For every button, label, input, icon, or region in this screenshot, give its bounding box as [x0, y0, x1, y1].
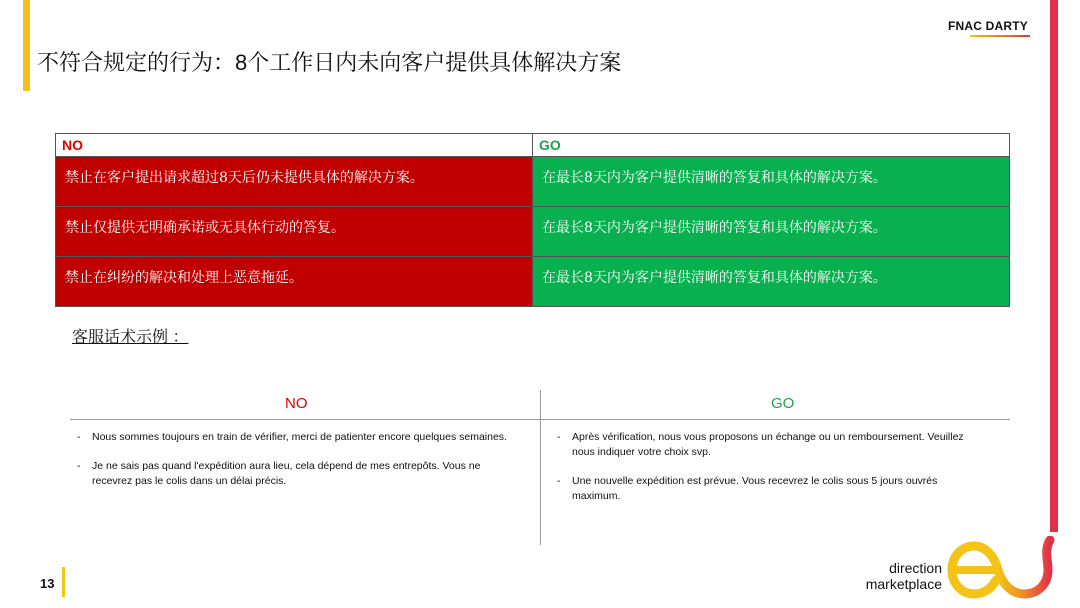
- rules-go-header: GO: [533, 134, 1010, 157]
- example-no-text: Nous sommes toujours en train de vérifier, merci de patienter encore quelques semaines.: [92, 431, 507, 443]
- page-number-accent: [62, 567, 65, 597]
- example-go-text: Après vérification, nous vous proposons un échange ou un remboursement. Veuillez nous indiquer votre choix svp.: [572, 431, 964, 458]
- logo-line-1: direction: [889, 560, 942, 576]
- examples-go-header: GO: [771, 395, 795, 412]
- direction-marketplace-wordmark: [848, 560, 942, 592]
- examples-heading: 客服话术示例 ：: [72, 329, 189, 346]
- list-item: [557, 474, 977, 504]
- dash-bullet: -: [557, 431, 561, 443]
- page-title: 不符合规定的行为：8个工作日内未向客户提供具体解决方案: [37, 50, 622, 75]
- list-item: [77, 459, 517, 489]
- brand-underline: [970, 35, 1030, 37]
- example-no-text: Je ne sais pas quand l'expédition aura lieu, cela dépend de mes entrepôts. Vous ne recevrez pas le colis dans un délai précis.: [92, 460, 481, 487]
- rules-no-cell: 禁止仅提供无明确承诺或无具体行动的答复。: [56, 207, 533, 257]
- rules-go-cell: 在最长8天内为客户提供清晰的答复和具体的解决方案。: [533, 257, 1010, 307]
- examples-divider-vertical: [540, 390, 541, 545]
- list-item: [77, 430, 517, 445]
- example-go-text: Une nouvelle expédition est prévue. Vous recevrez le colis sous 5 jours ouvrés maximum.: [572, 475, 938, 502]
- examples-go-list: [557, 430, 977, 518]
- rules-no-cell: 禁止在客户提出请求超过8天后仍未提供具体的解决方案。: [56, 157, 533, 207]
- table-row: [56, 257, 1010, 307]
- dash-bullet: -: [77, 460, 81, 472]
- rules-go-cell: 在最长8天内为客户提供清晰的答复和具体的解决方案。: [533, 207, 1010, 257]
- rules-no-cell: 禁止在纠纷的解决和处理上恶意拖延。: [56, 257, 533, 307]
- rules-no-header: NO: [56, 134, 533, 157]
- right-accent-bar: [1050, 0, 1058, 532]
- dash-bullet: -: [77, 431, 81, 443]
- direction-marketplace-logo-icon: [944, 536, 1060, 600]
- title-accent-bar: [23, 0, 30, 91]
- rules-table: [55, 133, 1010, 307]
- dash-bullet: -: [557, 475, 561, 487]
- examples-no-header: NO: [285, 395, 308, 412]
- examples-no-list: [77, 430, 517, 503]
- table-row: [56, 207, 1010, 257]
- list-item: [557, 430, 977, 460]
- rules-go-cell: 在最长8天内为客户提供清晰的答复和具体的解决方案。: [533, 157, 1010, 207]
- page-number: 13: [40, 576, 55, 591]
- table-row: [56, 157, 1010, 207]
- rules-table-header-row: [56, 134, 1010, 157]
- logo-line-2: marketplace: [865, 576, 942, 592]
- brand-logo-text: FNAC DARTY: [948, 19, 1028, 33]
